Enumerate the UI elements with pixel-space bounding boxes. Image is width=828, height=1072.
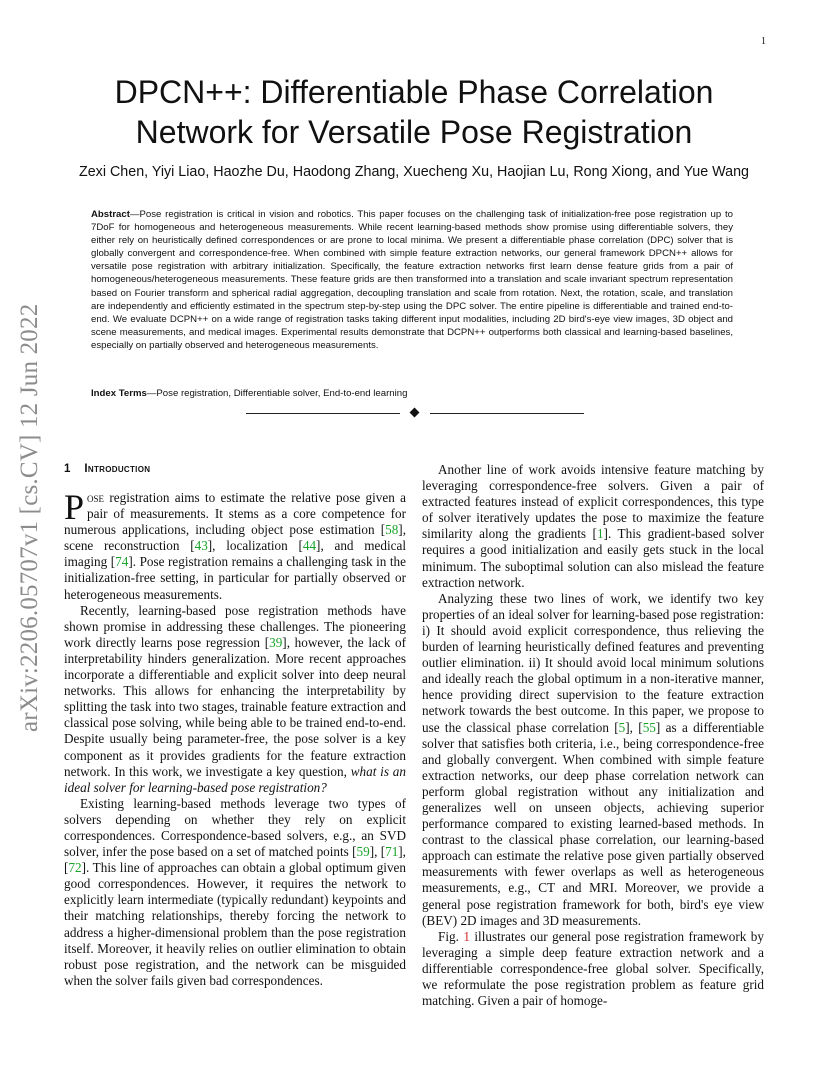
text-run: ]. This line of approaches can obtain a global optimum given good correspondences. However, it requires the network to explicitly learn intermediate (typically redundant) keypoints and their matching relationships, thereby forcing the network to address a higher-dimensional problem than the pose registration itself. Moreover, it heavily relies on outlier elimination to obtain robust pose registration, and the network can be misguided when the solver fails given bad correspondences. [64, 860, 406, 988]
intro-paragraph-1 [64, 487, 406, 603]
text-run: ], [ [64, 844, 406, 876]
text-run: ], [ [625, 719, 643, 735]
paper-title: DPCN++: Differentiable Phase Correlation Network for Versatile Pose Registration [114, 74, 714, 150]
page-number: 1 [761, 36, 766, 47]
figure-reference-link[interactable]: 1 [463, 928, 470, 944]
citation-link[interactable]: 1 [596, 526, 604, 542]
text-run: illustrates our general pose registration framework by leveraging a simple deep feature extraction network and a differentiable correspondence-free global solver. Specifically, we reformulate the pose registration problem as feature grid matching. Given a pair of homoge- [422, 928, 764, 1009]
intro-paragraph-6 [422, 929, 764, 1009]
author-list: Zexi Chen, Yiyi Liao, Haozhe Du, Haodong Zhang, Xuecheng Xu, Haojian Lu, Rong Xiong, and Yue Wang [78, 164, 750, 180]
citation-link[interactable]: 39 [269, 634, 283, 650]
citation-link[interactable]: 72 [68, 860, 82, 876]
text-run: Recently, learning-based pose registration methods have shown promise in addressing these challenges. The pioneering work directly learns pose regression [ [64, 602, 406, 650]
citation-link[interactable]: 5 [618, 719, 626, 735]
right-column [422, 462, 764, 1009]
section-heading [64, 462, 406, 476]
index-terms-label: Index Terms [91, 388, 147, 399]
citation-link[interactable]: 71 [385, 844, 399, 860]
abstract-label: Abstract [91, 209, 130, 220]
citation-link[interactable]: 58 [385, 522, 399, 538]
intro-paragraph-5 [422, 591, 764, 929]
citation-link[interactable]: 74 [115, 554, 129, 570]
citation-link[interactable]: 59 [356, 844, 370, 860]
intro-smallcaps-word: ose [87, 490, 105, 505]
text-run: Existing learning-based methods leverage two types of solvers depending on whether they rely on explicit correspondences. Correspondence-based solvers, e.g., an SVD solver, infer the pose based on a set of matched points [ [64, 795, 406, 860]
text-run: ] as a differentiable solver that satisfies both criteria, i.e., being correspondence-free and globally convergent. When combined with simple feature extraction networks, our deep phase correlation network can perform global registration without any initialization and generalizes well on unseen objects, achieving superior performance compared to existing learned-based methods. In contrast to the classical phase correlation, our learning-based approach can estimate the relative pose given partially observed measurements with fewer overlaps as well as heterogeneous measurements, e.g., CT and MRI. Moreover, we provide a general pose registration framework for both, bird's eye view (BEV) 2D images and 3D measurements. [422, 719, 764, 928]
divider-diamond-icon [410, 408, 420, 418]
key-question: what is an ideal solver for learning-based pose registration? [64, 763, 406, 795]
divider-line-right [430, 413, 584, 414]
text-run: ], [ [369, 844, 386, 860]
section-number: 1 [64, 463, 71, 475]
index-terms [91, 387, 733, 400]
citation-link[interactable]: 55 [642, 719, 656, 735]
left-column [64, 462, 406, 989]
text-run: Analyzing these two lines of work, we identify two key properties of an ideal solver for learning-based pose registration: i) It should avoid explicit correspondence, thus relieving the burden of learning heuristically defined features and preventing outlier elimination. ii) It should avoid local minimum solutions and ideally reach the global optimum in a non-iterative manner, hence providing direct supervision to the feature extraction network towards the best outcome. In this paper, we propose to use the classical phase correlation [ [422, 590, 764, 735]
section-divider [246, 406, 584, 420]
text-run: ], localization [ [207, 538, 303, 554]
text-run: Another line of work avoids intensive feature matching by leveraging correspondence-free solvers. Given a pair of extracted features instead of explicit correspondences, this type of solver iteratively updates the pose to maximize the feature similarity along the gradients [ [422, 462, 764, 542]
divider-line-left [246, 413, 400, 414]
index-terms-text: —Pose registration, Differentiable solver, End-to-end learning [146, 388, 408, 399]
abstract-text: —Pose registration is critical in vision and robotics. This paper focuses on the challenging task of initialization-free pose registration up to 7DoF for homogeneous and heterogeneous measurements. While recent learning-based methods show promise using differentiable solvers, they either rely on heuristically defined correspondences or are prone to local minima. We present a differentiable phase correlation (DPC) solver that is globally convergent and correspondence-free. When combined with simple feature extraction networks, our general framework DPCN++ allows for versatile pose registration with arbitrary initialization. Specifically, the feature extraction networks first learn dense feature grids from a pair of homogeneous/heterogeneous measurements. These feature grids are then transformed into a translation and scale invariant spectrum representation based on Fourier transform and spherical radial aggregation, decoupling translation and scale from rotation. Next, the rotation, scale, and translation are independently and efficiently estimated in the spectrum step-by-step using the DPC solver. The entire pipeline is differentiable and trained end-to-end. We evaluate DCPN++ on a wide range of registration tasks taking different input modalities, including 2D bird's-eye view images, 3D object and scene measurements, and medical images. Experimental results demonstrate that DCPN++ outperforms both classical and learning-based baselines, especially on partially observed and heterogeneous measurements. [91, 209, 733, 351]
text-run: Fig. [438, 928, 464, 944]
drop-cap-letter: P [64, 487, 85, 527]
text-run: ], and medical imaging [ [64, 538, 406, 570]
text-run: ]. This gradient-based solver requires a good initialization and easily gets stuck in the local minimum. The suboptimal solution can also mislead the feature extraction network. [422, 526, 764, 590]
text-run: registration aims to estimate the relative pose given a pair of measurements. It stems as a core competence for numerous applications, including object pose estimation [ [64, 490, 406, 538]
intro-paragraph-3 [64, 796, 406, 989]
text-run: ]. Pose registration remains a challenging task in the initialization-free setting, in particular for partially observed or heterogeneous measurements. [64, 554, 406, 602]
citation-link[interactable]: 43 [194, 538, 208, 554]
abstract [91, 208, 733, 352]
intro-paragraph-2 [64, 603, 406, 796]
section-title: Introduction [84, 463, 151, 475]
intro-paragraph-4 [422, 462, 764, 591]
arxiv-identifier-stamp: arXiv:2206.05707v1 [cs.CV] 12 Jun 2022 [16, 303, 43, 732]
citation-link[interactable]: 44 [302, 538, 317, 554]
text-run: ], however, the lack of interpretability hinders generalization. More recent approaches incorporate a differentiable and explicit solver into deep neural networks. This allows for enhancing the interpretability by splitting the task into two stages, trainable feature extraction and classical pose solving, while being able to be trained end-to-end. Despite usually being parameter-free, the pose solver is a key component as it provides gradients for the feature extraction network. In this work, we investigate a key question, [64, 634, 406, 779]
text-run: ], scene reconstruction [ [64, 522, 406, 554]
